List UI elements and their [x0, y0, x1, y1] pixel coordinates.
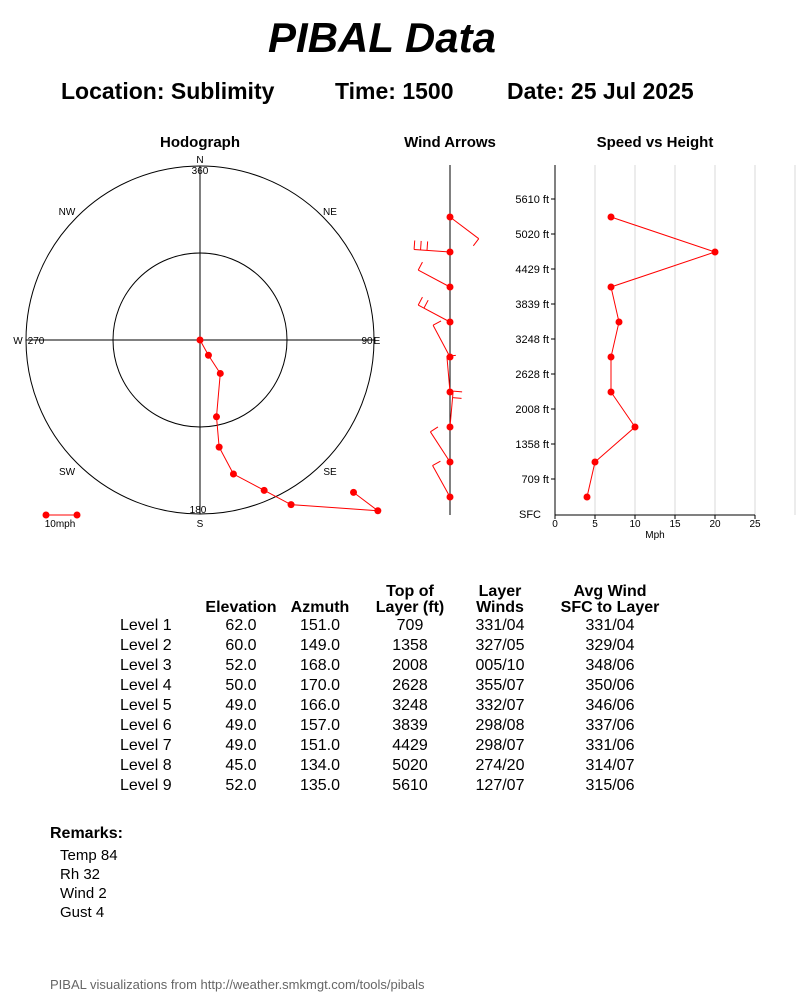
table-cell: 332/07 [475, 697, 525, 714]
table-cell: 337/06 [585, 717, 635, 734]
table-cell: Level 3 [120, 657, 172, 674]
table-cell: 50.0 [225, 677, 257, 694]
table-cell: 151.0 [299, 617, 341, 634]
table-row [112, 716, 680, 736]
footer-credit: PIBAL visualizations from http://weather.smkmgt.com/tools/pibals [50, 977, 425, 992]
compass-label-nw: NW [58, 207, 76, 218]
speed-point [608, 284, 615, 291]
table-cell: 60.0 [225, 637, 257, 654]
hodograph-point [350, 489, 357, 496]
table-cell: 3248 [392, 697, 428, 714]
table-cell: 346/06 [585, 697, 635, 714]
header-top-of-layer: Top of Layer (ft) [375, 583, 445, 616]
speed-y-tick-label: 4429 ft [515, 264, 549, 276]
table-cell: 151.0 [299, 737, 341, 754]
speed-point [616, 319, 623, 326]
table-cell: 4429 [392, 737, 428, 754]
table-cell: 355/07 [475, 677, 525, 694]
hodograph-scale-label: 10mph [44, 519, 76, 530]
table-header-row [112, 584, 680, 616]
header-azimuth: Azmuth [290, 599, 350, 616]
wind-barb-shaft [450, 217, 479, 239]
speed-point [608, 354, 615, 361]
page-title: PIBAL Data [268, 14, 496, 61]
compass-label-ne: NE [323, 207, 337, 218]
table-row [112, 656, 680, 676]
compass-label-s: S [196, 519, 204, 530]
hodograph-point [230, 471, 237, 478]
speed-point [608, 389, 615, 396]
table-cell: 1358 [392, 637, 428, 654]
wind-arrows-title: Wind Arrows [404, 134, 496, 151]
table-cell: 134.0 [299, 757, 341, 774]
date-label: Date: 25 Jul 2025 [507, 78, 694, 104]
table-cell: 348/06 [585, 657, 635, 674]
speed-y-tick-label: SFC [519, 509, 541, 521]
table-row [112, 776, 680, 796]
hodograph-point [288, 501, 295, 508]
speed-y-tick-label: 1358 ft [515, 439, 549, 451]
speed-point [632, 424, 639, 431]
speed-y-tick-label: 5020 ft [515, 229, 549, 241]
hodograph-point [261, 487, 268, 494]
hodograph-point [197, 337, 204, 344]
table-cell: Level 7 [120, 737, 172, 754]
wind-barb-flag [418, 262, 422, 270]
wind-barb-shaft [418, 270, 450, 287]
table-row [112, 676, 680, 696]
remark-item: Wind 2 [60, 885, 107, 902]
table-cell: 157.0 [299, 717, 341, 734]
degree-label-270: 270 [27, 336, 45, 347]
wind-barb-shaft [433, 325, 450, 357]
table-cell: Level 1 [120, 617, 172, 634]
remark-item: Temp 84 [60, 847, 118, 864]
table-cell: Level 8 [120, 757, 172, 774]
wind-barb-flag [421, 241, 422, 250]
table-cell: 49.0 [225, 717, 257, 734]
table-cell: 166.0 [299, 697, 341, 714]
time-label: Time: 1500 [335, 78, 454, 104]
table-cell: 170.0 [299, 677, 341, 694]
wind-barb-flag [433, 321, 441, 325]
table-cell: 127/07 [475, 777, 525, 794]
table-cell: 298/08 [475, 717, 525, 734]
wind-barb-shaft [418, 305, 450, 322]
table-cell: 329/04 [585, 637, 635, 654]
header-avg-wind: Avg Wind SFC to Layer [560, 583, 660, 616]
table-cell: Level 4 [120, 677, 172, 694]
speed-y-tick-label: 3248 ft [515, 334, 549, 346]
remark-item: Gust 4 [60, 904, 105, 921]
table-cell: Level 2 [120, 637, 172, 654]
speed-x-axis-label: Mph [645, 530, 665, 541]
table-cell: 3839 [392, 717, 428, 734]
degree-label-360: 360 [191, 166, 209, 177]
speed-x-tick-label: 20 [709, 519, 721, 530]
wind-barb-flag [414, 241, 415, 250]
hodograph-point [216, 444, 223, 451]
table-cell: 135.0 [299, 777, 341, 794]
wind-barb-shaft [433, 466, 450, 497]
table-cell: Level 5 [120, 697, 172, 714]
table-cell: 331/04 [475, 617, 525, 634]
table-cell: 327/05 [475, 637, 525, 654]
wind-barb-flag [424, 300, 428, 308]
speed-point [712, 249, 719, 256]
compass-label-e: E [373, 336, 381, 347]
header-elevation: Elevation [205, 599, 277, 616]
table-row [112, 756, 680, 776]
wind-barb-flag [418, 297, 422, 305]
speed-y-tick-label: 5610 ft [515, 194, 549, 206]
wind-barb-flag [430, 427, 438, 432]
table-cell: Level 9 [120, 777, 172, 794]
speed-point [608, 214, 615, 221]
header-layer-winds: Layer Winds [476, 583, 524, 616]
speed-y-tick-label: 3839 ft [515, 299, 549, 311]
table-cell: 350/06 [585, 677, 635, 694]
levels-table [112, 584, 680, 796]
table-cell: 168.0 [299, 657, 341, 674]
hodograph-point [213, 413, 220, 420]
wind-barb-shaft [414, 249, 450, 252]
wind-barb-flag [433, 461, 441, 465]
hodograph-point [374, 507, 381, 514]
table-cell: 314/07 [585, 757, 635, 774]
compass-label-sw: SW [58, 467, 76, 478]
table-cell: 331/06 [585, 737, 635, 754]
degree-label-90: 90 [361, 336, 373, 347]
speed-y-tick-label: 709 ft [521, 474, 549, 486]
speed-x-tick-label: 5 [592, 519, 598, 530]
table-row [112, 736, 680, 756]
remark-item: Rh 32 [60, 866, 101, 883]
remarks-title: Remarks: [50, 825, 123, 842]
table-row [112, 636, 680, 656]
table-cell: 5610 [392, 777, 428, 794]
table-cell: 274/20 [475, 757, 525, 774]
hodograph-point [217, 370, 224, 377]
hodograph-point [205, 352, 212, 359]
table-row [112, 616, 680, 636]
table-cell: 52.0 [225, 657, 257, 674]
speed-point [584, 494, 591, 501]
location-label: Location: Sublimity [61, 78, 275, 104]
table-row [112, 696, 680, 716]
table-cell: Level 6 [120, 717, 172, 734]
table-cell: 005/10 [475, 657, 525, 674]
speed-series-line [587, 217, 715, 497]
hodograph-scale-end [43, 512, 50, 519]
compass-label-n: N [196, 155, 204, 166]
table-cell: 709 [396, 617, 424, 634]
table-cell: 315/06 [585, 777, 635, 794]
wind-barb-flag [427, 241, 428, 250]
table-cell: 49.0 [225, 697, 257, 714]
speed-x-tick-label: 10 [629, 519, 641, 530]
speed-x-tick-label: 25 [749, 519, 761, 530]
hodograph-title: Hodograph [160, 134, 240, 151]
speed-point [592, 459, 599, 466]
table-cell: 5020 [392, 757, 428, 774]
speed-y-tick-label: 2628 ft [515, 369, 549, 381]
hodograph-scale-end [74, 512, 81, 519]
table-cell: 298/07 [475, 737, 525, 754]
table-cell: 62.0 [225, 617, 257, 634]
compass-label-se: SE [323, 467, 337, 478]
speed-y-tick-label: 2008 ft [515, 404, 549, 416]
table-cell: 2008 [392, 657, 428, 674]
table-body [112, 616, 680, 796]
wind-barb-shaft [430, 432, 450, 462]
wind-barb-flag [473, 239, 478, 246]
compass-label-w: W [13, 336, 23, 347]
remarks-list [60, 846, 118, 922]
table-cell: 149.0 [299, 637, 341, 654]
speed-height-title: Speed vs Height [596, 134, 714, 151]
header-level [112, 584, 202, 616]
table-cell: 2628 [392, 677, 428, 694]
table-cell: 52.0 [225, 777, 257, 794]
table-cell: 45.0 [225, 757, 257, 774]
degree-label-180: 180 [189, 505, 207, 516]
wind-barb-flag [453, 391, 462, 392]
speed-x-tick-label: 15 [669, 519, 681, 530]
speed-x-tick-label: 0 [552, 519, 558, 530]
table-cell: 331/04 [585, 617, 635, 634]
table-cell: 49.0 [225, 737, 257, 754]
wind-barb-flag [453, 398, 462, 399]
